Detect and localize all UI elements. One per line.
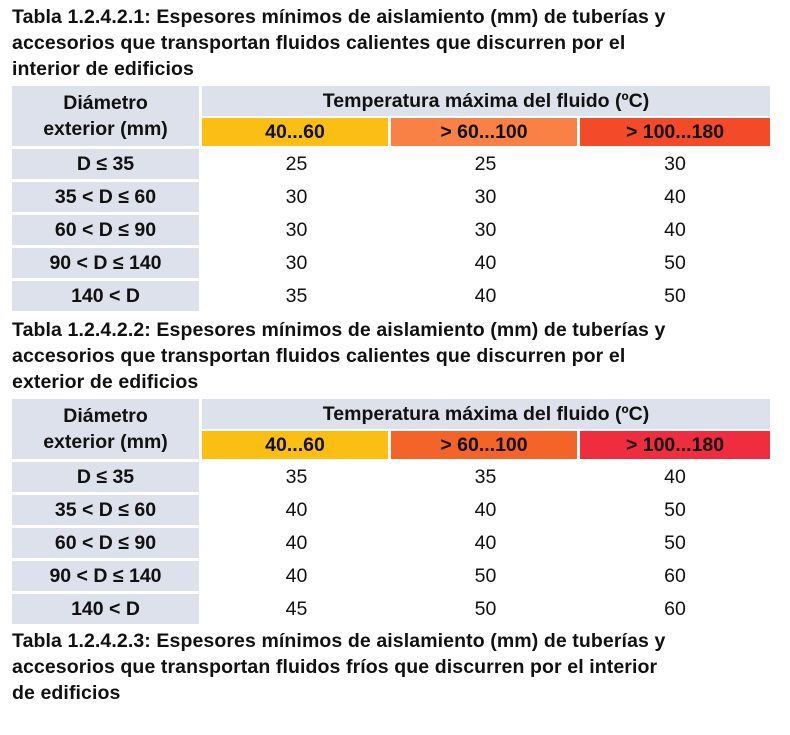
table-row xyxy=(12,591,770,624)
table2-range-60-100: > 60...100 xyxy=(391,431,580,459)
table2-range-40-60: 40...60 xyxy=(202,431,391,459)
table2-cell: 45 xyxy=(202,591,391,624)
table2-cell: 50 xyxy=(391,591,580,624)
table2-header-diameter-line-1: Diámetro xyxy=(63,405,148,427)
table2-caption xyxy=(12,317,772,395)
table1-cell: 30 xyxy=(202,212,391,245)
table2-row-label: 35 < D ≤ 60 xyxy=(12,492,202,525)
table-row xyxy=(12,179,770,212)
table-row xyxy=(12,525,770,558)
table1-insulation-thickness xyxy=(12,86,770,311)
table-row xyxy=(12,558,770,591)
table1-caption-line-2: accesorios que transportan fluidos calientes que discurren por el xyxy=(12,32,626,54)
table1-caption-line-1: Tabla 1.2.4.2.1: Espesores mínimos de aislamiento (mm) de tuberías y xyxy=(12,6,666,28)
table2-insulation-thickness xyxy=(12,399,770,624)
table2-cell: 50 xyxy=(580,525,770,558)
table-row xyxy=(12,492,770,525)
table3-caption-line-3: de edificios xyxy=(12,682,121,704)
table2-cell: 50 xyxy=(391,558,580,591)
table1-cell: 50 xyxy=(580,245,770,278)
table1-cell: 40 xyxy=(391,278,580,311)
table2-caption-line-1: Tabla 1.2.4.2.2: Espesores mínimos de aislamiento (mm) de tuberías y xyxy=(12,319,666,341)
table2-header-diameter xyxy=(12,399,202,459)
table2-row-label: 90 < D ≤ 140 xyxy=(12,558,202,591)
table1-caption xyxy=(12,4,772,82)
table3-caption-line-1: Tabla 1.2.4.2.3: Espesores mínimos de aislamiento (mm) de tuberías y xyxy=(12,630,666,652)
table1-cell: 35 xyxy=(202,278,391,311)
table1-row-label: D ≤ 35 xyxy=(12,146,202,179)
table1-row-label: 35 < D ≤ 60 xyxy=(12,179,202,212)
table2-cell: 40 xyxy=(391,525,580,558)
table2-cell: 50 xyxy=(580,492,770,525)
table1-cell: 50 xyxy=(580,278,770,311)
table1-range-60-100: > 60...100 xyxy=(391,118,580,146)
table3-caption xyxy=(12,628,772,706)
table2-row-label: 60 < D ≤ 90 xyxy=(12,525,202,558)
table-row xyxy=(12,245,770,278)
table1-cell: 30 xyxy=(202,245,391,278)
table1-cell: 30 xyxy=(202,179,391,212)
table1-row-label: 60 < D ≤ 90 xyxy=(12,212,202,245)
table2-cell: 35 xyxy=(202,459,391,492)
table-row xyxy=(12,146,770,179)
table2-cell: 40 xyxy=(391,492,580,525)
table1-caption-line-3: interior de edificios xyxy=(12,58,194,80)
table1-header-temperature: Temperatura máxima del fluido (ºC) xyxy=(202,86,770,118)
table1-header-diameter-line-1: Diámetro xyxy=(63,92,148,114)
table2-cell: 35 xyxy=(391,459,580,492)
table1-row-label: 140 < D xyxy=(12,278,202,311)
table1-header-diameter-line-2: exterior (mm) xyxy=(43,118,168,140)
table2-cell: 60 xyxy=(580,591,770,624)
table2-range-100-180: > 100...180 xyxy=(580,431,770,459)
table-row xyxy=(12,278,770,311)
table1-range-100-180: > 100...180 xyxy=(580,118,770,146)
table2-header-temperature: Temperatura máxima del fluido (ºC) xyxy=(202,399,770,431)
table-row xyxy=(12,212,770,245)
table2-row-label: 140 < D xyxy=(12,591,202,624)
table2-cell: 60 xyxy=(580,558,770,591)
table2-cell: 40 xyxy=(202,492,391,525)
table1-cell: 40 xyxy=(580,179,770,212)
table3-caption-line-2: accesorios que transportan fluidos fríos que discurren por el interior xyxy=(12,656,658,678)
table2-header-diameter-line-2: exterior (mm) xyxy=(43,431,168,453)
table2-cell: 40 xyxy=(202,558,391,591)
table2-caption-line-3: exterior de edificios xyxy=(12,371,199,393)
table1-cell: 30 xyxy=(391,212,580,245)
table1-cell: 25 xyxy=(202,146,391,179)
table1-cell: 40 xyxy=(391,245,580,278)
table1-cell: 25 xyxy=(391,146,580,179)
table2-row-label: D ≤ 35 xyxy=(12,459,202,492)
table2-cell: 40 xyxy=(580,459,770,492)
table1-header-diameter xyxy=(12,86,202,146)
table1-row-label: 90 < D ≤ 140 xyxy=(12,245,202,278)
table-row xyxy=(12,459,770,492)
table1-cell: 30 xyxy=(391,179,580,212)
table1-cell: 40 xyxy=(580,212,770,245)
document-page xyxy=(12,4,772,706)
table2-cell: 40 xyxy=(202,525,391,558)
table1-range-40-60: 40...60 xyxy=(202,118,391,146)
table2-caption-line-2: accesorios que transportan fluidos calientes que discurren por el xyxy=(12,345,626,367)
table1-cell: 30 xyxy=(580,146,770,179)
